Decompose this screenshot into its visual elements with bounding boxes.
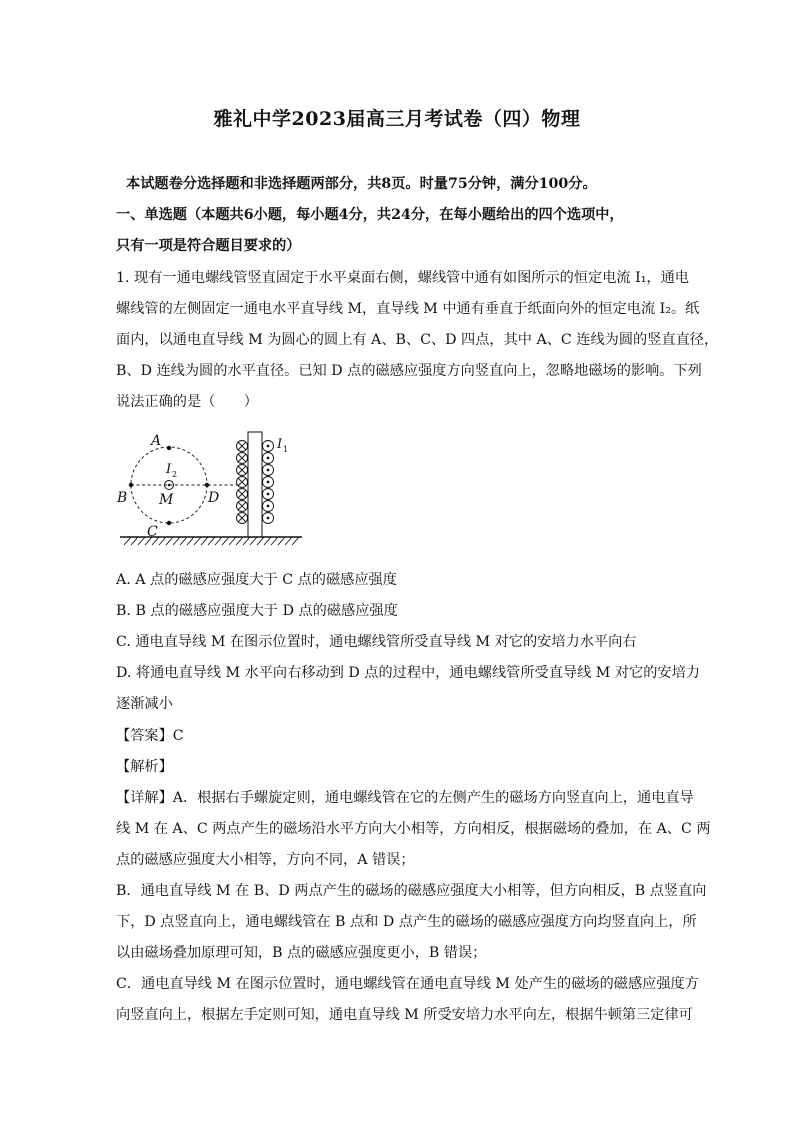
option-c: C. 通电直导线 M 在图示位置时，通电螺线管所受直导线 M 对它的安培力水平向右	[116, 634, 637, 650]
option-a: A. A 点的磁感应强度大于 C 点的磁感应强度	[116, 572, 397, 588]
analysis-line-8: 向竖直向上，根据左手定则可知，通电直导线 M 所受安培力水平向左，根据牛顿第三定律可	[116, 1007, 693, 1023]
label-I2-subscript: 2	[172, 470, 178, 479]
point-D	[205, 483, 209, 487]
option-b: B. B 点的磁感应强度大于 D 点的磁感应强度	[116, 603, 398, 619]
option-d: D. 将通电直导线 M 水平向右移动到 D 点的过程中，通电螺线管所受直导线 M 对它的安培力	[116, 665, 700, 681]
analysis-label: 【解析】	[116, 759, 173, 775]
question-line-1: 1. 现有一通电螺线管竖直固定于水平桌面右侧，螺线管中通有如图所示的恒定电流 I₁，通电	[116, 270, 689, 286]
section-heading-line-2: 只有一项是符合题目要求的）	[116, 238, 301, 254]
physics-figure	[116, 428, 306, 550]
solenoid-core	[248, 432, 262, 537]
label-C: C	[147, 524, 158, 540]
answer-text: 【答案】C	[116, 728, 184, 744]
question-line-2: 螺线管的左侧固定一通电水平直导线 M，直导线 M 中通有垂直于纸面向外的恒定电流 I₂。纸	[116, 301, 700, 317]
solenoid-left-coils	[237, 441, 248, 524]
option-d-continued: 逐渐减小	[116, 696, 173, 712]
analysis-line-4: B．通电直导线 M 在 B、D 两点产生的磁场的磁感应强度大小相等，但方向相反，B 点竖直向	[116, 883, 707, 899]
analysis-line-7: C．通电直导线 M 在图示位置时，通电螺线管在通电直导线 M 处产生的磁场的磁感应强度方	[116, 976, 699, 992]
label-M: M	[159, 492, 174, 508]
page-title: 雅礼中学2023届高三月考试卷（四）物理	[213, 108, 581, 130]
question-line-4: B、D 连线为圆的水平直径。已知 D 点的磁感应强度方向竖直向上，忽略地磁场的影响。下列	[116, 363, 702, 379]
label-A: A	[151, 433, 162, 449]
label-D: D	[208, 490, 220, 506]
analysis-line-1: 【详解】A．根据右手螺旋定则，通电螺线管在它的左侧产生的磁场方向竖直向上，通电直导	[116, 790, 694, 806]
label-I2: I	[166, 462, 172, 477]
analysis-line-2: 线 M 在 A、C 两点产生的磁场沿水平方向大小相等，方向相反，根据磁场的叠加，在 A、C 两	[116, 821, 711, 837]
intro-text: 本试题卷分选择题和非选择题两部分，共8页。时量75分钟，满分100分。	[126, 176, 597, 192]
solenoid-wire-diagram	[116, 428, 306, 550]
analysis-line-3: 点的磁感应强度大小相等，方向不同，A 错误；	[116, 852, 415, 868]
point-B	[129, 483, 133, 487]
question-line-5: 说法正确的是（ ）	[116, 394, 258, 410]
question-line-3: 面内，以通电直导线 M 为圆心的圆上有 A、B、C、D 四点，其中 A、C 连线为圆的竖直直径，	[116, 332, 719, 348]
analysis-line-5: 下，D 点竖直向上，通电螺线管在 B 点和 D 点产生的磁场的磁感应强度方向均竖直向上，所	[116, 914, 697, 930]
point-C	[167, 521, 171, 525]
label-B: B	[117, 490, 128, 506]
analysis-line-6: 以由磁场叠加原理可知，B 点的磁感应强度更小，B 错误；	[116, 945, 487, 961]
section-heading-line-1: 一、单选题（本题共6小题，每小题4分，共24分，在每小题给出的四个选项中，	[116, 207, 624, 223]
label-I1: I	[277, 437, 283, 452]
label-I1-subscript: 1	[283, 445, 289, 454]
solenoid-right-coils	[263, 441, 274, 524]
point-A	[167, 446, 171, 450]
